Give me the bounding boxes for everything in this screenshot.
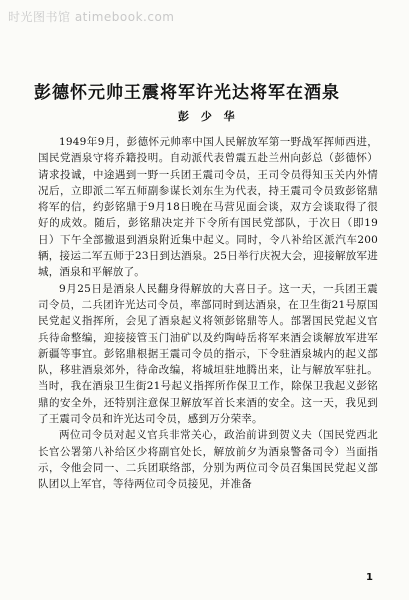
article-author: 彭 少 华 <box>178 110 239 123</box>
page-number: 1 <box>366 572 373 583</box>
article-body <box>38 134 378 493</box>
watermark: 时光图书馆 atimebook.com <box>8 10 175 24</box>
article-title: 彭德怀元帅王震将军许光达将军在酒泉 <box>34 83 340 103</box>
paragraph-2: 9月25日是酒泉人民翻身得解放的大喜日子。这一天，一兵团王震司令员，二兵团许光达司令员，率部同时到达酒泉，在卫生街21号原国民党起义指挥所，会见了酒泉起义将领彭铭鼎等人。部署国民党起义官兵待命整编，迎接接管玉门油矿以及约陶峙岳将军来酒会谈解放军进军新疆等事宜。彭铭鼎根据王震司令员的指示，下令驻酒泉城内的起义部队，移驻酒泉郊外，待命改编，将城垣驻地腾出来，让与解放军驻扎。当时，我在酒泉卫生街21号起义指挥所作保卫工作，除保卫我起义彭铭鼎的安全外，还特别注意保卫解放军首长来酒的安全。这一天，我见到了王震司令员和许光达司令员，感到万分荣幸。 <box>38 282 378 426</box>
paragraph-1: 1949年9月，彭德怀元帅率中国人民解放军第一野战军挥师西进，国民党酒泉守将乔籍投明。自动派代表曾震五赴兰州向彭总（彭德怀）请求投诚，中途遇到一野一兵团王震司令员，王司令员得知玉关内外情况后，立即派二军五师副参谋长刘东生为代表，持王震司令员致彭铭鼎将军的信，约彭铭鼎于9月18日晚在马营见面会谈，双方会谈取得了很好的成效。随后，彭铭鼎决定并下令所有国民党部队，于次日（即19日）下午全部撤退到酒泉附近集中起义。同时，令八补给区派汽车200辆，接运二军五师于23日到达酒泉。25日举行庆祝大会，迎接解放军进城，酒泉和平解放了。 <box>38 136 378 279</box>
paragraph-3: 两位司令员对起义官兵非常关心，政治前讲到贺义夫（国民党西北长官公署第八补给区少将副官处长，解放前夕为酒泉警备司令）当面指示，令他会同一、二兵团联络部，分别为两位司令员召集国民党起义部队团以上军官，等待两位司令员接见，并准备 <box>38 429 378 491</box>
